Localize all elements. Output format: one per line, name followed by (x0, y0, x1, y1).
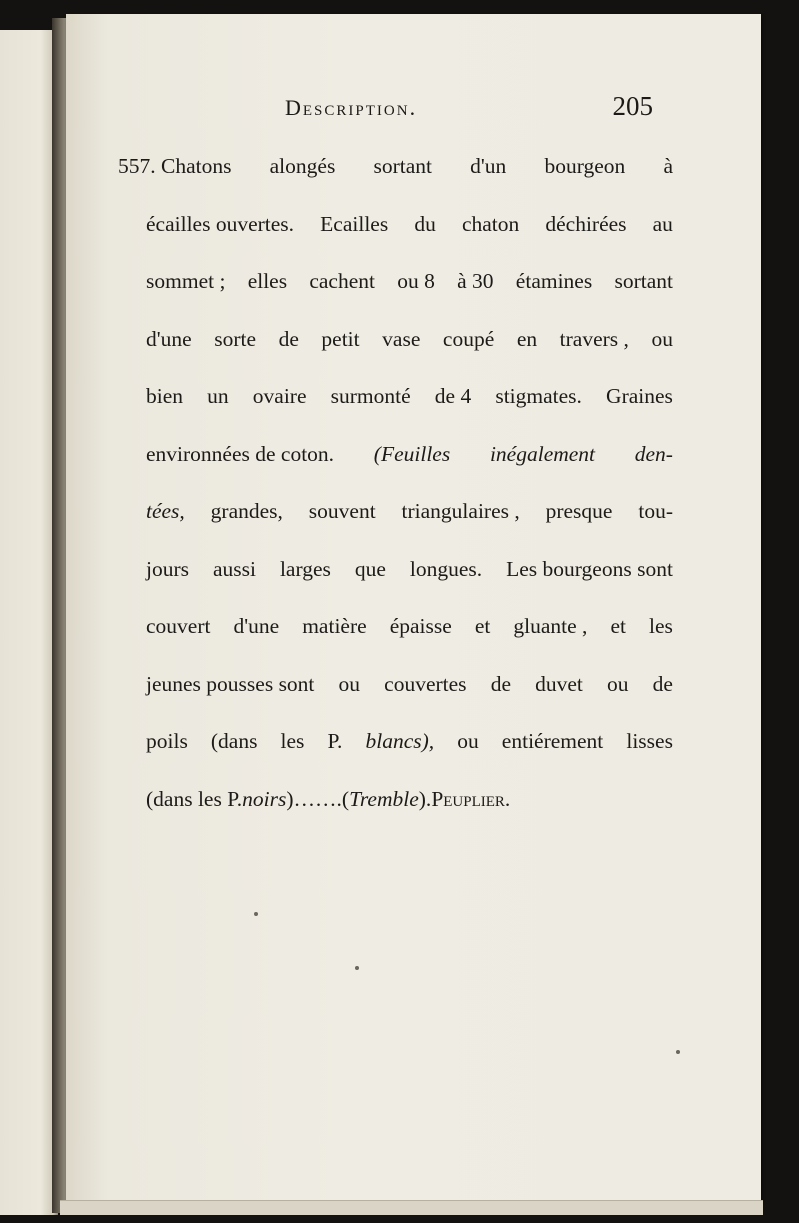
text-line (118, 606, 673, 664)
running-title: Description. (285, 95, 418, 120)
text-line (118, 146, 673, 204)
word: vase (382, 326, 421, 351)
word: un (207, 384, 229, 408)
word: (dans (210, 729, 258, 753)
word: sortant (373, 154, 433, 178)
word: (Feuilles (373, 441, 451, 466)
word: stigmates. (495, 384, 582, 408)
word: surmonté (330, 384, 411, 408)
word: gluante , (513, 614, 588, 638)
page-number: 205 (612, 91, 653, 121)
word: épaisse (389, 614, 452, 638)
word: 557. Chatons (118, 154, 232, 178)
word: couvert (146, 614, 211, 638)
word: à 30 (457, 269, 494, 293)
word: travers , (559, 326, 629, 351)
word: P. (327, 729, 343, 753)
word: cachent (309, 269, 375, 293)
species-noirs: noirs (242, 786, 287, 811)
word: couvertes (384, 671, 467, 696)
word: d'un (470, 154, 507, 178)
word: écailles ouvertes. (146, 211, 295, 236)
word: ovaire (252, 384, 307, 408)
word: souvent (308, 499, 376, 523)
entry-557 (118, 146, 673, 836)
text-line (118, 549, 673, 607)
word: matière (302, 614, 367, 638)
text-line (118, 434, 673, 492)
word: d'une (233, 614, 280, 638)
word: de (490, 671, 511, 696)
word: bien (146, 384, 184, 408)
word: elles (247, 269, 288, 293)
word: triangulaires , (401, 499, 520, 523)
word: ou (607, 671, 629, 696)
word: chaton (461, 211, 520, 236)
word: et (474, 614, 491, 638)
text-line (118, 376, 673, 434)
close-paren: ). (418, 786, 432, 811)
word: sorte (214, 326, 257, 351)
word: que (354, 556, 386, 581)
word: les (649, 614, 673, 638)
word: jeunes pousses sont (146, 671, 315, 696)
page-bottom-edge (60, 1200, 763, 1215)
word: aussi (212, 556, 256, 581)
word: entiérement (501, 729, 604, 753)
word: den- (634, 441, 673, 466)
word: déchirées (545, 211, 627, 236)
left-facing-page (0, 30, 58, 1215)
word: de 4 (434, 384, 472, 408)
word: étamines (515, 269, 593, 293)
word: lisses (626, 729, 673, 753)
word: tées, (146, 499, 185, 523)
word: bourgeon (544, 154, 626, 178)
word: Ecailles (320, 211, 389, 236)
word: coupé (442, 326, 495, 351)
word: du (414, 211, 436, 236)
text-line (118, 319, 673, 377)
word: au (652, 211, 673, 236)
text-line (118, 664, 673, 722)
word: ou (338, 671, 361, 696)
word: à (663, 154, 673, 178)
word: Les bourgeons sont (506, 556, 673, 581)
word: tou- (638, 499, 673, 523)
word: petit (321, 326, 360, 351)
word: ou 8 (397, 269, 435, 293)
text-line (118, 721, 673, 779)
word: de (278, 326, 299, 351)
last-line-start: (dans les P. (146, 786, 243, 811)
word: en (516, 326, 538, 351)
word: environnées de coton. (146, 441, 335, 466)
word: les (280, 729, 305, 753)
word: longues. (409, 556, 483, 581)
word: poils (146, 729, 188, 753)
word: alongés (269, 154, 336, 178)
page-header (285, 91, 665, 135)
word: presque (545, 499, 613, 523)
ink-speck (676, 1050, 680, 1054)
word: et (610, 614, 626, 638)
common-name: Tremble (349, 786, 419, 811)
word: ou (651, 326, 673, 351)
text-line-last (118, 779, 673, 837)
ink-speck (254, 912, 258, 916)
word: de (652, 671, 673, 696)
word: larges (279, 556, 331, 581)
word: Graines (606, 384, 673, 408)
word: inégalement (489, 441, 596, 466)
word: sommet ; (146, 269, 226, 293)
word: duvet (535, 671, 583, 696)
word: ou (457, 729, 479, 753)
word: blancs), (365, 729, 435, 753)
word: grandes, (210, 499, 283, 523)
text-line (118, 491, 673, 549)
text-line (118, 261, 673, 319)
leader-dots: )…….( (286, 786, 350, 811)
word: sortant (614, 269, 673, 293)
word: jours (146, 556, 189, 581)
text-line (118, 204, 673, 262)
genus-name: Peuplier. (431, 786, 511, 811)
word: d'une (146, 326, 192, 351)
ink-speck (355, 966, 359, 970)
